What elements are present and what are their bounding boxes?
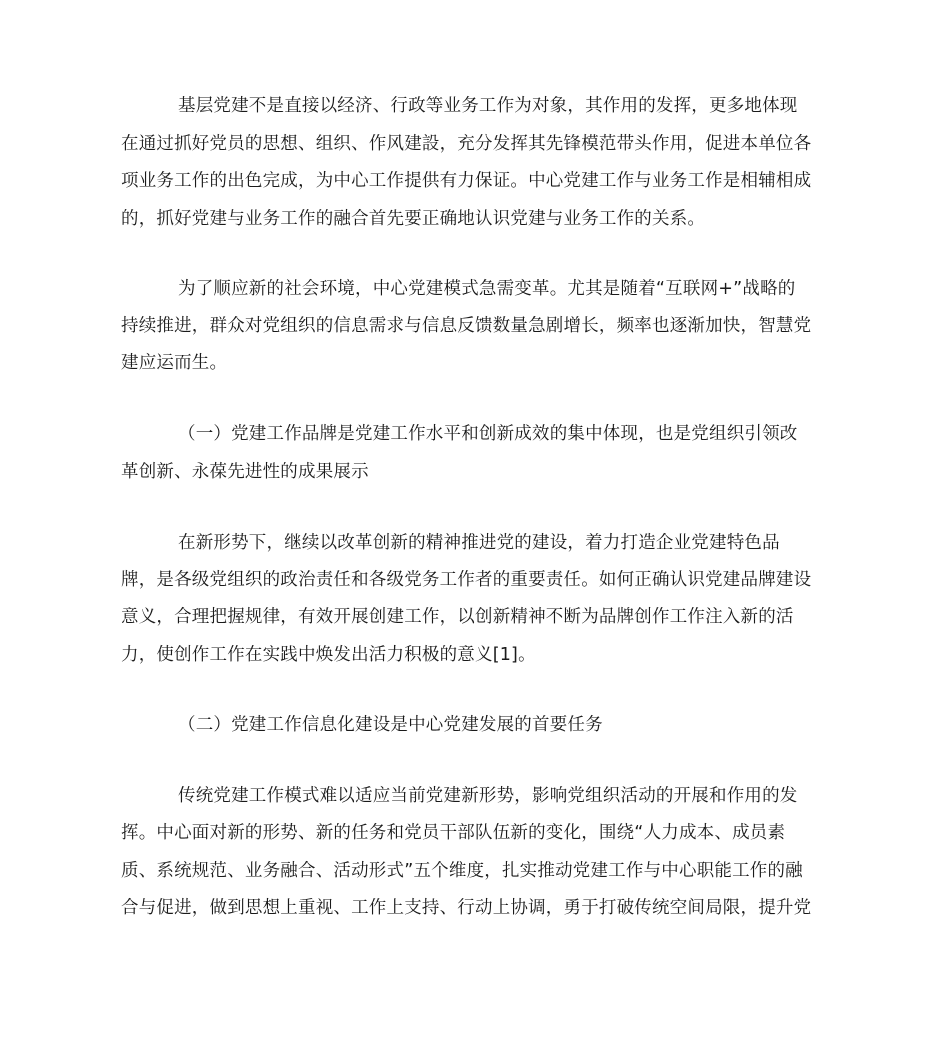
- paragraph-line: 力，使创作工作在实践中焕发出活力积极的意义[1]。: [121, 645, 536, 665]
- paragraph-line: 质、系统规范、业务融合、活动形式”五个维度，扎实推动党建工作与中心职能工作的融: [121, 861, 803, 881]
- paragraph-line: 在通过抓好党员的思想、组织、作风建設，充分发挥其先锋模范带头作用，促进本单位各: [121, 134, 812, 154]
- paragraph-line: 牌，是各级党组织的政治责任和各级党务工作者的重要责任。如何正确认识党建品牌建设: [121, 570, 812, 590]
- paragraph-line: 在新形势下，继续以改革创新的精神推进党的建设，着力打造企业党建特色品: [178, 533, 780, 553]
- paragraph-line: 项业务工作的出色完成，为中心工作提供有力保证。中心党建工作与业务工作是相辅相成: [121, 171, 812, 191]
- paragraph-line: 意义，合理把握规律，有效开展创建工作，以创新精神不断为品牌创作工作注入新的活: [121, 607, 794, 627]
- heading-line: （一）党建工作品牌是党建工作水平和创新成效的集中体现，也是党组织引领改: [178, 424, 798, 444]
- paragraph-line: 的，抓好党建与业务工作的融合首先要正确地认识党建与业务工作的关系。: [121, 209, 706, 229]
- paragraph-line: 挥。中心面对新的形势、新的任务和党员干部队伍新的变化，围绕“人力成本、成员素: [121, 823, 786, 843]
- heading-line: 革创新、永葆先进性的成果展示: [121, 462, 369, 482]
- paragraph-line: 基层党建不是直接以经济、行政等业务工作为对象，其作用的发挥，更多地体现: [178, 96, 798, 116]
- paragraph-line: 传统党建工作模式难以适应当前党建新形势，影响党组织活动的开展和作用的发: [178, 786, 798, 806]
- paragraph-line: 合与促进，做到思想上重视、工作上支持、行动上协调，勇于打破传统空间局限，提升党: [121, 898, 812, 918]
- paragraph-line: 建应运而生。: [121, 353, 228, 373]
- paragraph-line: 为了顺应新的社会环境，中心党建模式急需变革。尤其是随着“互联网+”战略的: [178, 279, 796, 299]
- heading-line: （二）党建工作信息化建设是中心党建发展的首要任务: [178, 715, 603, 735]
- paragraph-line: 持续推进，群众对党组织的信息需求与信息反馈数量急剧增长，频率也逐渐加快，智慧党: [121, 316, 812, 336]
